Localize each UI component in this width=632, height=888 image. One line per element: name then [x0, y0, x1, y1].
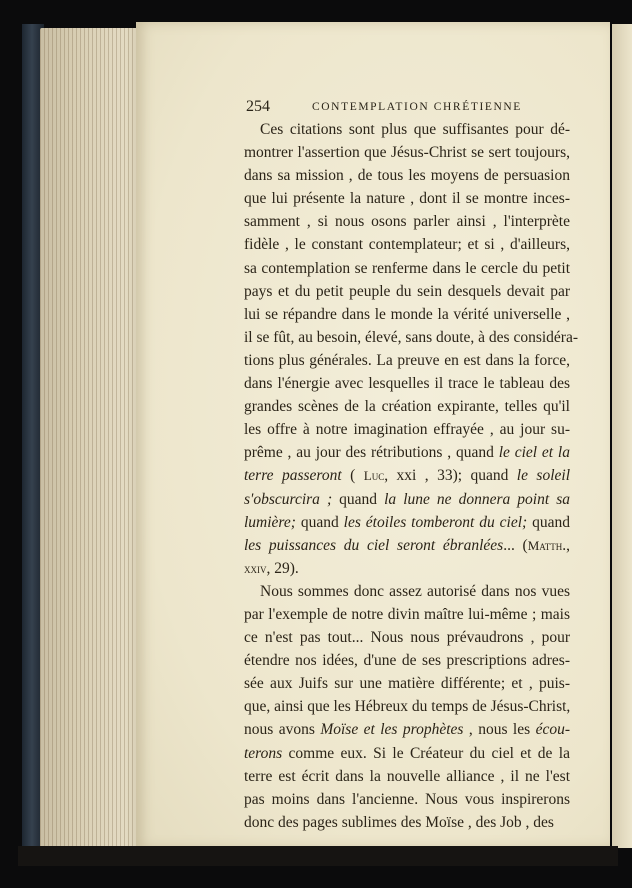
paragraph	[244, 580, 570, 834]
text-line	[244, 580, 570, 603]
text-line	[244, 349, 570, 372]
text-line	[244, 372, 570, 395]
page-edges	[40, 28, 140, 858]
text-line	[244, 441, 570, 464]
text-line	[244, 303, 570, 326]
text-run: le soleil	[516, 467, 570, 485]
text-run: , nous les	[463, 721, 536, 739]
text-run: terre est écrit dans la nouvelle alliance , il ne l'est	[244, 767, 570, 785]
text-run: s'obscurcira ;	[244, 490, 333, 508]
text-run: étendre nos idées, d'une de ses prescriptions adres-	[244, 652, 570, 670]
text-run: nous avons	[244, 721, 321, 739]
text-run: donc des pages sublimes des Moïse , des Job , des	[244, 813, 554, 831]
text-run: pays et du petit peuple du sein desquels devait par	[244, 282, 570, 300]
text-line	[244, 672, 570, 695]
text-run: ce n'est pas tout... Nous nous prévaudrons , pour	[244, 629, 570, 647]
bottom-shadow	[18, 846, 618, 866]
text-line	[244, 603, 570, 626]
text-line	[244, 326, 579, 349]
facing-page-edge	[612, 24, 632, 848]
text-run: , 29).	[266, 559, 299, 577]
text-line	[244, 765, 570, 788]
text-run: que lui présente la nature , dont il se montre inces-	[244, 190, 570, 208]
text-line	[244, 695, 570, 718]
text-run: Moïse et les prophètes	[320, 721, 464, 739]
text-run: terre passeront	[244, 467, 342, 485]
text-run: Nous sommes donc assez autorisé dans nos vues	[260, 582, 570, 600]
text-run: écou-	[535, 721, 570, 739]
text-run: tions plus générales. La preuve en est dans la force,	[244, 351, 570, 369]
text-run: quand	[295, 513, 344, 531]
text-run: quand	[527, 513, 570, 531]
text-line	[244, 164, 570, 187]
text-run: pas moins dans l'ancienne. Nous vous inspirerons	[244, 790, 570, 808]
text-run: fidèle , le constant contemplateur; et si , d'ailleurs,	[244, 236, 570, 254]
text-run: samment , si nous osons parler ainsi , l'interprète	[244, 213, 570, 231]
text-line	[244, 488, 570, 511]
text-line	[244, 118, 570, 141]
text-line	[244, 511, 570, 534]
text-line	[244, 257, 570, 280]
text-line	[244, 811, 570, 834]
text-run: quand	[332, 490, 385, 508]
running-title: CONTEMPLATION CHRÉTIENNE	[312, 101, 522, 113]
text-run: Ces citations sont plus que suffisantes pour dé-	[260, 121, 570, 138]
text-run: dans l'énergie avec lesquelles il trace le tableau des	[244, 375, 570, 393]
text-line	[244, 788, 570, 811]
text-run: la lune ne donnera point sa	[384, 490, 570, 508]
text-run: prême , au jour des rétributions , quand	[244, 444, 499, 462]
text-run: les puissances du ciel seront ébranlées	[244, 536, 504, 554]
page-header	[246, 98, 586, 118]
text-run: lui se répandre dans le monde la vérité universelle ,	[244, 305, 570, 323]
text-run: les offre à notre imagination effrayée , au jour su-	[244, 421, 570, 439]
text-run: .,	[562, 536, 571, 554]
text-line	[244, 534, 570, 557]
text-line	[244, 418, 570, 441]
text-line	[244, 141, 570, 164]
text-line	[244, 233, 570, 256]
text-run: grandes scènes de la création expirante, telles qu'il	[244, 398, 570, 416]
text-line	[244, 280, 570, 303]
text-run: sée aux Juifs sur une matière différente; et , puis-	[244, 675, 570, 693]
text-run: xxiv	[244, 560, 267, 576]
body-text	[244, 118, 579, 834]
paragraph	[244, 118, 579, 580]
text-line	[244, 464, 570, 487]
text-run: les étoiles tomberont du ciel;	[343, 513, 528, 531]
text-run: par l'exemple de notre divin maître lui-même ; mais	[244, 605, 570, 623]
text-line	[244, 557, 570, 580]
text-run: lumière;	[244, 513, 296, 531]
text-line	[244, 742, 570, 765]
text-run: Luc	[363, 468, 385, 484]
text-run: comme eux. Si le Créateur du ciel et de la	[282, 744, 570, 762]
text-run: le ciel et la	[498, 444, 570, 462]
text-line	[244, 395, 570, 418]
page-number: 254	[246, 98, 270, 115]
text-line	[244, 718, 570, 741]
text-line	[244, 626, 570, 649]
text-run: il se fût, au besoin, élevé, sans doute, à des considéra-	[244, 328, 579, 346]
text-line	[244, 210, 570, 233]
text-run: , xxi , 33); quand	[384, 467, 517, 485]
text-run: sa contemplation se renferme dans le cercle du petit	[244, 259, 570, 277]
text-line	[244, 187, 570, 210]
text-run: ... (	[503, 536, 528, 554]
text-run: dans sa mission , de tous les moyens de persuasion	[244, 167, 570, 185]
text-run: Matth	[527, 537, 563, 553]
text-line	[244, 649, 570, 672]
text-run: que, ainsi que les Hébreux du temps de Jésus-Christ,	[244, 698, 571, 716]
text-run: montrer l'assertion que Jésus-Christ se sert toujours,	[244, 144, 570, 162]
text-run: terons	[244, 744, 283, 762]
text-run: (	[341, 467, 364, 485]
